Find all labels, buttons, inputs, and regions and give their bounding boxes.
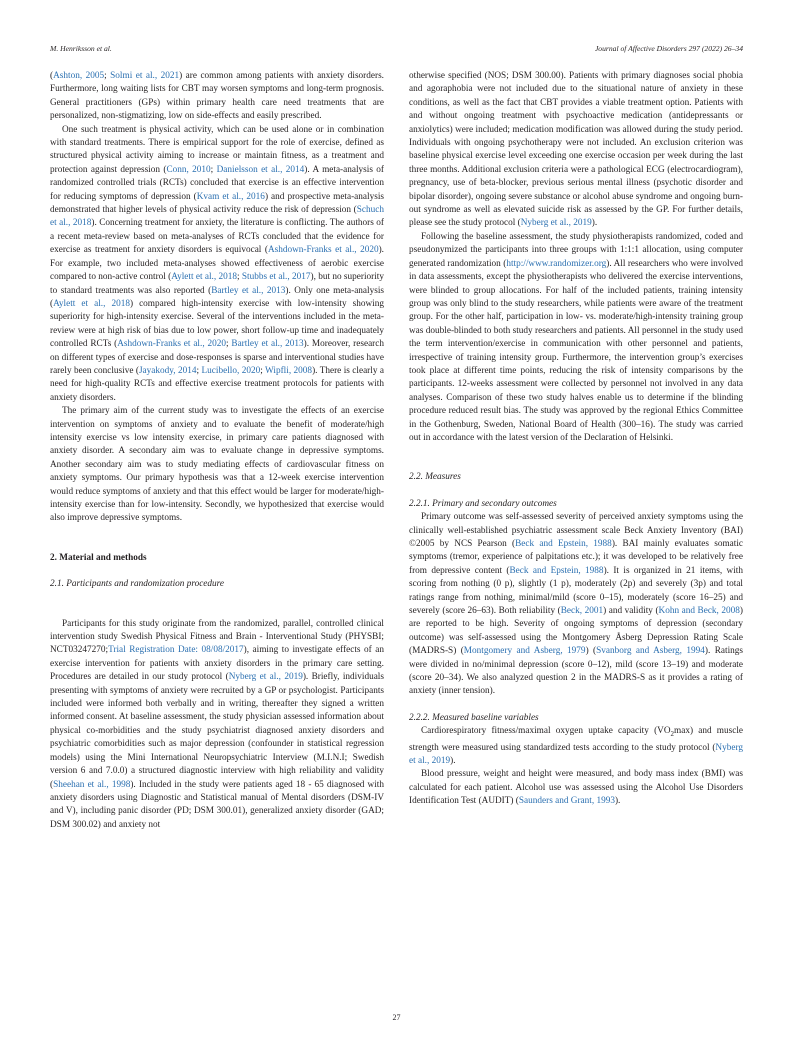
text-run: ;: [104, 71, 111, 81]
text-run: ). Ratings were divided in no/minimal depression (score 0–12), mild (score 13–19) and moderate (score 20–34). We also analyzed question 2 in the MADRS-S as it provides a rating of anxiety (inner tension).: [409, 646, 743, 697]
page-number: 27: [392, 1013, 401, 1022]
text-run: ). Only one meta-analysis (: [50, 285, 384, 309]
subsubsection-title: 2.2.1. Primary and secondary outcomes: [409, 498, 557, 509]
citation-link[interactable]: Jayakody, 2014: [138, 365, 197, 376]
citation-link[interactable]: Saunders and Grant, 1993: [518, 796, 615, 807]
text-run: Following the baseline assessment, the study physiotherapists randomized, coded and pseudonymized the participants into three groups with 1:1:1 allocation, using computer generated randomization (: [409, 231, 743, 269]
right-column: [409, 70, 743, 809]
text-run: Participants for this study originate from the randomized, parallel, controlled clinical intervention study Swedish Physical Fitness and Brain - Interventional Study (PHYSBI; NCT03247270;: [50, 618, 384, 656]
text-run: ), but no superiority to standard treatments was also reported (: [50, 272, 384, 296]
text-run: max) and muscle strength were measured using standardized tests according to the study protocol (: [409, 726, 744, 753]
citation-link[interactable]: Beck and Epstein, 1988: [515, 539, 612, 549]
text-run: ). For example, two included meta-analyses showed effectiveness of aerobic exercise compared to non-active control (: [50, 245, 384, 283]
section-title: 2. Material and methods: [50, 552, 147, 563]
subscript: 2: [670, 730, 675, 739]
citation-link[interactable]: Nyberg et al., 2019: [409, 742, 743, 766]
text-run: ).: [614, 796, 621, 807]
subsection-title: 2.1. Participants and randomization procedure: [50, 579, 225, 590]
text-run: ). A meta-analysis of randomized controlled trials (RCTs) concluded that exercise is an effective intervention for reducing symptoms of depression (: [50, 164, 385, 202]
header-authors: M. Henriksson et al.: [50, 44, 112, 53]
citation-link[interactable]: Aylett et al., 2018: [53, 298, 130, 309]
citation-link[interactable]: Ashdown-Franks et al., 2020: [117, 339, 226, 350]
paragraph: [50, 70, 384, 124]
text-run: ) and validity (: [603, 606, 659, 617]
text-run: ), aiming to investigate effects of an exercise intervention for patients with anxiety disorders in the primary care setting. Procedures are detailed in our study protocol (: [50, 645, 384, 683]
text-run: ). BAI mainly evaluates somatic symptoms (tremor, experience of palpitations etc.); it was developed to be relatively free from depressive content (: [409, 539, 744, 576]
citation-link[interactable]: Aylett et al., 2018: [171, 272, 237, 283]
paragraph: [409, 511, 743, 699]
citation-link[interactable]: Sheehan et al., 1998: [53, 779, 131, 790]
citation-link[interactable]: Schuch et al., 2018: [50, 205, 384, 229]
citation-link[interactable]: Kohn and Beck, 2008: [658, 606, 740, 617]
citation-link[interactable]: Beck and Epstein, 1988: [509, 565, 604, 576]
citation-link[interactable]: Danielsson et al., 2014: [216, 164, 305, 175]
citation-link[interactable]: Montgomery and Asberg, 1979: [463, 646, 586, 657]
text-run: ).: [450, 755, 456, 766]
text-run: ). All researchers who were involved in data assessments, except the physiotherapists who delivered the exercise interventions, were blinded to group allocations. For half of the included patients, training intensity group was only blind to the study researchers, while patients were aware of the treatment group. For the other half, participation in low- vs. moderate/high-intensity training group was double-blinded to both study researchers and patients. All personnel in the study used the term intervention/exercise in communication with other personnel and patients, irrespective of training intensity group. Furthermore, the intervention group’s exercises took place at different time points, reducing the risk of intensity comparisons by the participants. 12-weeks assessment were collected by personnel not involved in any data analyses. Comparison of these two study halves enable us to determine if the blinding procedure reduced result bias. The study was approved by the regional Ethics Committee in the Gothenburg, Sweden, National Board of Health (300–16). The study was carried out in accordance with the latest version of the Declaration of Helsinki.: [409, 258, 743, 443]
running-header: [50, 44, 743, 58]
text-run: ) (: [585, 646, 597, 657]
text-run: ;: [260, 365, 266, 376]
paragraph: [409, 725, 743, 768]
left-column: [50, 70, 384, 832]
paragraph: [50, 124, 384, 406]
citation-link[interactable]: Nyberg et al., 2019: [520, 218, 592, 229]
text-run: Primary outcome was self-assessed severity of perceived anxiety symptoms using the clinically well-established psychiatric assessment scale Beck Anxiety Inventory (BAI) ©2005 by NCS Pearson (: [409, 512, 743, 549]
text-run: ) are common among patients with anxiety disorders. Furthermore, long waiting lists for CBT may worsen symptoms and long-term prognosis. General practitioners (GPs) within primary health care need treatments that are personalized, non-stigmatizing, low on side-effects and easily prescribed.: [50, 71, 384, 122]
citation-link[interactable]: Conn, 2010: [166, 164, 211, 175]
text-run: ). It is organized in 21 items, with scoring from nothing (0 p), slightly (1 p), moderately (2p) and severely (3p) and total ratings range from nothing, minimal/mild (score 0–15), moderately (score 16–25) and severely (score 26–63). Both reliability (: [409, 565, 743, 617]
text-run: otherwise specified (NOS; DSM 300.00). Patients with primary diagnoses social phobia and agoraphobia were not included due to the situational nature of anxiety in these conditions, as well as the fact that CBT provides a viable treatment option. Patients with and without ongoing treatment with psychoactive medication (antidepressants or anxiolytics) were included; medication modification was allowed during the study period. Individuals with ongoing psychotherapy were not included. An exclusion criterion was baseline physical exercise level exceeding one exercise occasion per week during the last three months. Additional exclusion criteria were a pathological ECG (electrocardiogram), pregnancy, use of beta-blocker, previous serious mental illness (psychotic disorder and bipolar disorder), ongoing severe substance or alcohol abuse syndrome and ongoing burn-out syndrome as well as elevated suicide risk as assessed by the GP. For further details, please see the study protocol (: [409, 71, 743, 229]
paragraph: [409, 231, 743, 446]
citation-link[interactable]: Kvam et al., 2016: [196, 191, 265, 202]
citation-link[interactable]: Wipfli, 2008: [265, 365, 313, 376]
citation-link[interactable]: Trial Registration Date: 08/08/2017: [108, 645, 244, 656]
text-run: ). Included in the study were patients aged 18 - 65 diagnosed with anxiety disorders using Diagnostic and Statistical manual of Mental disorders (DSM-IV and V), including panic disorder (PD; DSM 300.01), generalized anxiety disorder (GAD; DSM 300.02) and anxiety not: [50, 779, 385, 830]
paragraph: [409, 768, 743, 808]
citation-link[interactable]: Stubbs et al., 2017: [241, 272, 311, 283]
text-run: ;: [236, 272, 242, 283]
paragraph: [409, 70, 743, 231]
text-run: ).: [591, 218, 598, 229]
citation-link[interactable]: Ashdown-Franks et al., 2020: [267, 245, 379, 256]
citation-link[interactable]: Svanborg and Asberg, 1994: [596, 646, 705, 657]
text-run: ;: [196, 365, 202, 376]
text-run: Blood pressure, weight and height were measured, and body mass index (BMI) was calculated for each patient. Alcohol use was assessed using the Alcohol Use Disorders Identification Test (AUDIT) (: [409, 769, 743, 807]
text-run: ) compared high-intensity exercise with low-intensity showing superiority for high-intensity exercise. Several of the interventions included in the meta-review were at high risk of bias due to low power, short follow-up time and inadequately controlled RCTs (: [50, 298, 385, 350]
subsection-title: 2.2. Measures: [409, 472, 461, 483]
text-run: One such treatment is physical activity, which can be used alone or in combination with standard treatments. There is empirical support for the role of exercise, defined as structured physical activity aiming to increase or maintain fitness, as a treatment and protection against depression (: [50, 124, 384, 175]
citation-link[interactable]: Nyberg et al., 2019: [228, 672, 303, 683]
paragraph: The primary aim of the current study was to investigate the effects of an exercise intervention on symptoms of anxiety and to evaluate the benefit of moderate/high intensity exercise vs low intensity exercise, in primary care patients diagnosed with anxiety disorder. A secondary aim was to evaluate change in depressive symptoms. Another secondary aim was to study mediating effects of cardiovascular fitness on anxiety symptoms. Our primary hypothesis was that a 12-week exercise intervention would reduce symptoms of anxiety and that this effect would be larger for moderate/high-intensity exercise than for low-intensity. Secondly, we hypothesized that exercise would also improve depressive symptoms.: [50, 406, 384, 524]
text-run: ) are reported to be high. Severity of ongoing symptoms of depression (secondary outcome) was self-assessed using the Montgomery Åsberg Depression Rating Scale (MADRS-S) (: [409, 606, 744, 657]
text-run: ). Concerning treatment for anxiety, the literature is conflicting. The authors of a recent meta-review based on meta-analyses of RCTs concluded that the evidence for exercise as treatment for anxiety disorders is equivocal (: [50, 218, 384, 256]
text-run: ;: [225, 339, 232, 350]
header-journal: Journal of Affective Disorders 297 (2022) 26–34: [594, 44, 743, 53]
text-run: ;: [210, 164, 217, 175]
paragraph: [50, 618, 384, 833]
text-run: Cardiorespiratory fitness/maximal oxygen uptake capacity (VO: [421, 726, 671, 737]
citation-link[interactable]: Bartley et al., 2013: [211, 285, 286, 296]
subsubsection-title: 2.2.2. Measured baseline variables: [409, 712, 539, 723]
citation-link[interactable]: Solmi et al., 2021: [110, 71, 180, 81]
citation-link[interactable]: http://www.randomizer.org: [506, 258, 607, 269]
citation-link[interactable]: Beck, 2001: [560, 606, 604, 617]
citation-link[interactable]: Bartley et al., 2013: [231, 339, 304, 350]
text-run: ) and prospective meta-analysis demonstrated that higher levels of physical activity reduce the risk of depression (: [50, 191, 384, 216]
citation-link[interactable]: Ashton, 2005: [53, 71, 105, 81]
text-run: ). Briefly, individuals presenting with symptoms of anxiety were recruited by a GP or psychologist. Participants included were informed both verbally and in writing, thereafter they signed a written informed consent. At baseline assessment, the study physician assessed information about physical co-morbidities and the study psychiatrist diagnosed anxiety disorders and psychiatric comorbidities such as major depression (confounder in statistical regression models) using the Mini International Neuropsychiatric Interview (M.I.N.I; Swedish version 6 and 7.0.0) a structured diagnostic interview with high reliability and validity (: [50, 672, 384, 790]
text-run: (: [50, 71, 54, 81]
text-run: ). Moreover, research on different types of exercise and dose-responses is sparse and interventional studies have rarely been conclusive (: [50, 339, 384, 376]
text-run: ). There is clearly a need for high-quality RCTs and effective exercise treatment protocols for patients with anxiety disorders.: [50, 365, 384, 403]
citation-link[interactable]: Lucibello, 2020: [201, 365, 261, 376]
